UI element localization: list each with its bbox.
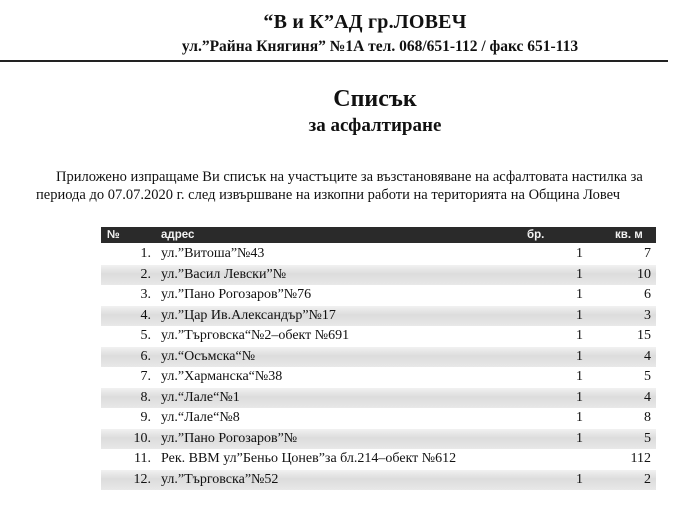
row-number: 12. [133, 471, 151, 487]
row-square-meters: 2 [644, 471, 651, 487]
row-address: Рек. ВВМ ул”Беньо Цонев”за бл.214–обект №612 [161, 451, 457, 466]
header-divider [0, 60, 668, 62]
intro-paragraph [36, 168, 643, 204]
table-row [101, 265, 656, 286]
row-quantity: 1 [576, 266, 583, 282]
table-row [101, 449, 656, 470]
row-square-meters: 4 [644, 348, 651, 364]
row-quantity: 1 [576, 369, 583, 384]
row-square-meters: 6 [644, 287, 651, 302]
row-quantity: 1 [576, 410, 583, 425]
row-square-meters: 5 [644, 430, 651, 446]
document-title: Списък [333, 86, 417, 112]
row-address: ул.“Осъмска“№ [161, 348, 256, 364]
row-address: ул.”Търговска“№2–обект №691 [161, 328, 350, 343]
row-number: 9. [140, 410, 151, 425]
row-square-meters: 8 [644, 410, 651, 425]
company-name: “В и К”АД гр.ЛОВЕЧ [263, 11, 467, 33]
table-row [101, 429, 656, 450]
header-number: № [107, 229, 120, 241]
row-square-meters: 3 [644, 307, 651, 323]
table-row [101, 285, 656, 306]
row-quantity: 1 [576, 430, 583, 446]
row-number: 6. [140, 348, 151, 364]
table-row [101, 244, 656, 265]
row-number: 8. [140, 389, 151, 405]
row-square-meters: 5 [644, 369, 651, 384]
row-address: ул.”Цар Ив.Александър”№17 [161, 307, 336, 323]
table-header [101, 227, 656, 243]
table-row [101, 367, 656, 388]
row-square-meters: 7 [644, 246, 651, 261]
row-quantity: 1 [576, 307, 583, 323]
table-row [101, 347, 656, 368]
intro-line-1: Приложено изпращаме Ви списък на участъците за възстановяване на асфалтовата настилка за [56, 169, 643, 185]
row-number: 10. [133, 430, 151, 446]
row-quantity: 1 [576, 471, 583, 487]
row-address: ул.“Лале“№1 [161, 389, 240, 405]
row-address: ул.”Харманска“№38 [161, 369, 283, 384]
row-address: ул.”Васил Левски”№ [161, 266, 287, 282]
row-quantity: 1 [576, 287, 583, 302]
row-square-meters: 112 [630, 451, 651, 466]
header-address: адрес [161, 229, 195, 241]
header-quantity: бр. [527, 229, 545, 241]
row-address: ул.”Пано Рогозаров”№ [161, 430, 298, 446]
company-address: ул.”Райна Княгиня” №1А тел. 068/651-112 / факс 651-113 [181, 38, 579, 55]
row-number: 11. [134, 451, 151, 466]
row-quantity: 1 [576, 348, 583, 364]
row-number: 1. [140, 246, 151, 261]
row-number: 5. [140, 328, 151, 343]
row-number: 2. [140, 266, 151, 282]
row-quantity: 1 [576, 246, 583, 261]
row-square-meters: 4 [644, 389, 651, 405]
row-square-meters: 10 [637, 266, 651, 282]
table-row [101, 470, 656, 491]
row-number: 7. [140, 369, 151, 384]
row-number: 4. [140, 307, 151, 323]
intro-line-2: периода до 07.07.2020 г. след извършване на изкопни работи на територията на Община Ловеч [36, 187, 621, 203]
row-address: ул.”Търговска”№52 [161, 471, 279, 487]
row-quantity: 1 [576, 389, 583, 405]
row-address: ул.”Пано Рогозаров”№76 [161, 287, 312, 302]
table-row [101, 306, 656, 327]
document-subtitle: за асфалтиране [308, 115, 442, 136]
table-row [101, 408, 656, 429]
table-row [101, 326, 656, 347]
header-square-meters: кв. м [615, 229, 643, 241]
row-square-meters: 15 [637, 328, 651, 343]
row-quantity: 1 [576, 328, 583, 343]
row-address: ул.”Витоша”№43 [161, 246, 265, 261]
row-address: ул.“Лале“№8 [161, 410, 240, 425]
row-number: 3. [140, 287, 151, 302]
table-body [101, 244, 656, 490]
table-row [101, 388, 656, 409]
